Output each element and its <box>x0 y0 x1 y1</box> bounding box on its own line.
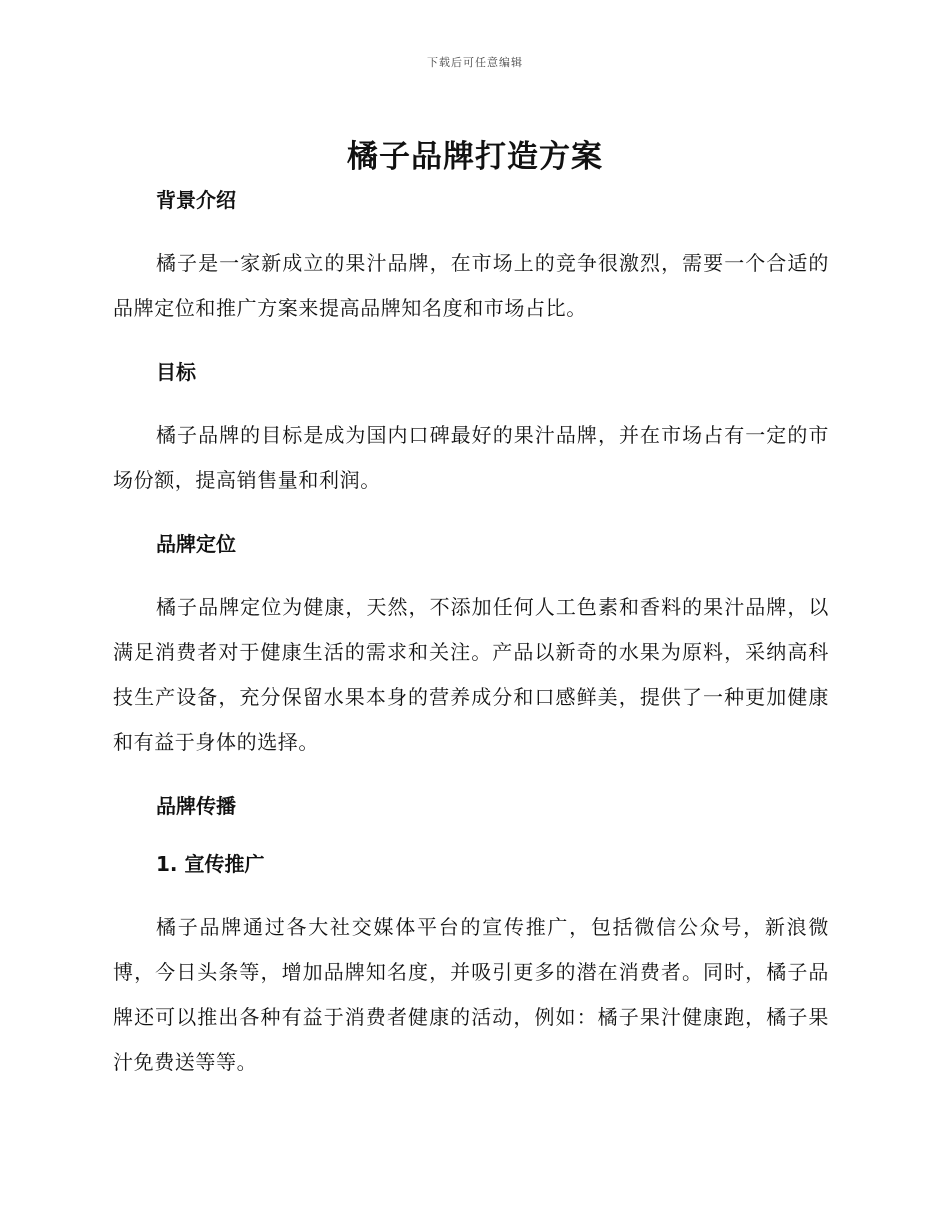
document-title: 橘子品牌打造方案 <box>347 139 603 175</box>
paragraph-background: 橘子是一家新成立的果汁品牌，在市场上的竞争很激烈，需要一个合适的品牌定位和推广方案来提高品牌知名度和市场占比。 <box>113 251 829 320</box>
header-note: 下载后可任意编辑 <box>427 56 523 69</box>
section-heading-positioning: 品牌定位 <box>156 532 236 556</box>
subsection-heading-promotion: 1. 宣传推广 <box>156 852 265 876</box>
section-heading-communication: 品牌传播 <box>156 794 236 818</box>
document-body <box>113 183 829 1109</box>
section-heading-goal: 目标 <box>156 360 196 384</box>
paragraph-promotion: 橘子品牌通过各大社交媒体平台的宣传推广，包括微信公众号，新浪微博，今日头条等，增加品牌知名度，并吸引更多的潜在消费者。同时，橘子品牌还可以推出各种有益于消费者健康的活动，例如：橘子果汁健康跑，橘子果汁免费送等等。 <box>113 915 829 1074</box>
paragraph-goal: 橘子品牌的目标是成为国内口碑最好的果汁品牌，并在市场占有一定的市场份额，提高销售量和利润。 <box>113 423 829 492</box>
paragraph-positioning: 橘子品牌定位为健康，天然，不添加任何人工色素和香料的果汁品牌，以满足消费者对于健康生活的需求和关注。产品以新奇的水果为原料，采纳高科技生产设备，充分保留水果本身的营养成分和口感鲜美，提供了一种更加健康和有益于身体的选择。 <box>113 595 829 754</box>
section-heading-background: 背景介绍 <box>156 188 236 212</box>
